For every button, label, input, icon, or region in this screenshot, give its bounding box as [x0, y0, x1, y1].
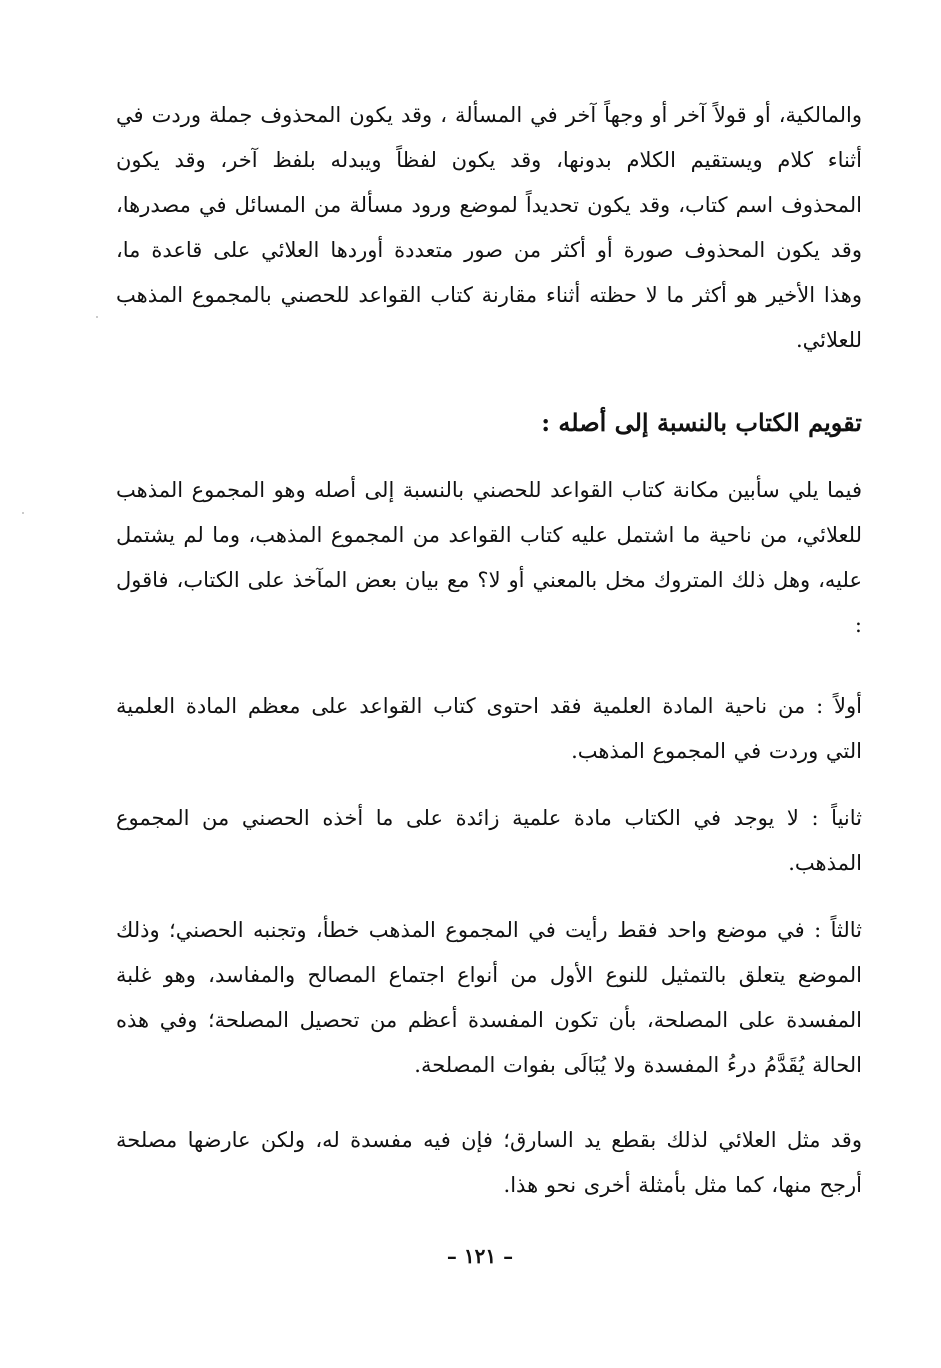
paragraph-first-point: أولاً : من ناحية المادة العلمية فقد احتوى كتاب القواعد على معظم المادة العلمية التي وردت في المجموع المذهب. — [116, 694, 862, 763]
paragraph-third-point: ثالثاً : في موضع واحد فقط رأيت في المجموع المذهب خطأ، وتجنبه الحصني؛ وذلك الموضع يتعلق بالتمثيل للنوع الأول من أنواع اجتماع المصالح والمفاسد، وهو غلبة المفسدة على المصلحة، بأن تكون المفسدة أعظم من تحصيل المصلحة؛ وفي هذه الحالة يُقَدَّمُ درءُ المفسدة ولا يُبَالَى بفوات المصلحة. — [116, 918, 862, 1077]
paragraph-example: وقد مثل العلائي لذلك بقطع يد السارق؛ فإن فيه مفسدة له، ولكن عارضها مصلحة أرجح منها، كما مثل بأمثلة أخرى نحو هذا. — [116, 1128, 862, 1197]
section-heading: تقويم الكتاب بالنسبة إلى أصله : — [541, 408, 862, 437]
paragraph-intro: فيما يلي سأبين مكانة كتاب القواعد للحصني بالنسبة إلى أصله وهو المجموع المذهب للعلائي، من ناحية ما اشتمل عليه كتاب القواعد من المجموع المذهب، وما لم يشتمل عليه، وهل ذلك المتروك مخل بالمعني أو لا؟ مع بيان بعض المآخذ على الكتاب، فاقول : — [116, 478, 862, 637]
page-number: – ١٢١ – — [446, 1244, 514, 1268]
scan-speck — [22, 512, 24, 514]
paragraph-second-point: ثانياً : لا يوجد في الكتاب مادة علمية زائدة على ما أخذه الحصني من المجموع المذهب. — [116, 806, 862, 875]
scan-speck — [96, 316, 98, 318]
paragraph-omissions: والمالكية، أو قولاً آخر أو وجهاً آخر في المسألة ، وقد يكون المحذوف جملة وردت في أثناء كلام ويستقيم الكلام بدونها، وقد يكون لفظاً ويبدله بلفظ آخر، وقد يكون المحذوف اسم كتاب، وقد يكون تحديداً لموضع ورود مسألة من المسائل في مصدرها، وقد يكون المحذوف صورة أو أكثر من صور متعددة أوردها العلائي على قاعدة ما، وهذا الأخير هو أكثر ما لا حظته أثناء مقارنة كتاب القواعد للحصني بالمجموع المذهب للعلائي. — [116, 103, 862, 352]
